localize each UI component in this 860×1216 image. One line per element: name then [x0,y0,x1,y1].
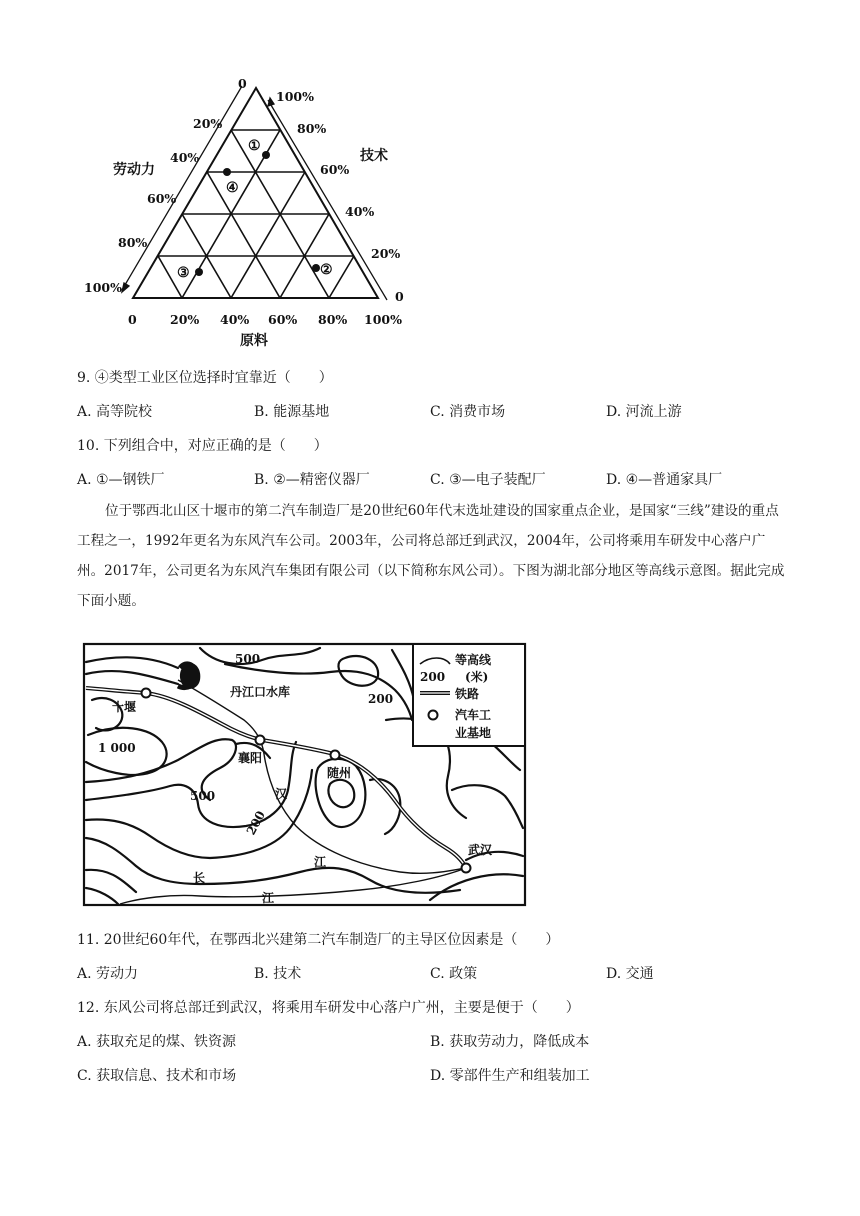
q11-option-c[interactable]: C. 政策 [430,966,478,982]
legend-base-symbol [429,711,438,720]
right-tick-40: 40% [345,204,375,219]
q9-option-c[interactable]: C. 消费市场 [430,404,506,420]
point-4-marker [223,168,231,176]
axis-label-labor: 劳动力 [113,162,155,178]
label-han-1: 汉 [275,787,288,801]
point-3-marker [195,268,203,276]
reservoir-shape [180,663,200,689]
base-shiyan-marker [142,689,151,698]
q10-option-c[interactable]: C. ③—电子装配厂 [430,472,546,488]
bottom-tick-100: 100% [364,312,402,327]
label-han-2: 江 [314,855,327,869]
axis-label-raw: 原料 [240,333,268,349]
left-tick-60: 60% [147,191,177,206]
base-wuhan-marker [462,864,471,873]
label-chang-1: 长 [193,871,206,885]
q9-option-a[interactable]: A. 高等院校 [77,404,153,420]
point-3-label: ③ [177,265,190,281]
q11-option-d[interactable]: D. 交通 [606,966,654,982]
legend-contour-label: 等高线 [455,653,492,667]
q12-option-d[interactable]: D. 零部件生产和组装加工 [430,1068,590,1084]
legend-contour-unit: (米) [465,670,489,684]
q9-option-b[interactable]: B. 能源基地 [254,404,330,420]
left-tick-100: 100% [84,280,122,295]
q11-option-a[interactable]: A. 劳动力 [77,966,139,982]
legend-base-label-1: 汽车工 [455,708,492,722]
contour-label-500-mid: 500 [190,789,216,803]
left-tick-20: 20% [193,116,223,131]
legend-base-label-2: 业基地 [455,726,492,740]
q11-option-b[interactable]: B. 技术 [254,966,302,982]
bottom-tick-60: 60% [268,312,298,327]
right-tick-20: 20% [371,246,401,261]
q10-option-a[interactable]: A. ①—钢铁厂 [77,472,165,488]
base-xiangyang-marker [256,736,265,745]
left-tick-40: 40% [170,150,200,165]
label-danjiangkou-reservoir: 丹江口水库 [230,685,291,699]
contour-label-1000: 1 000 [98,741,136,755]
point-2-label: ② [320,262,333,278]
q10-option-d[interactable]: D. ④—普通家具厂 [606,472,723,488]
left-tick-0: 0 [238,76,247,91]
reading-passage: 位于鄂西北山区十堰市的第二汽车制造厂是20世纪60年代末选址建设的国家重点企业，是国家“三线”建设的重点工程之一，1992年更名为东风汽车公司。2003年，公司将总部迁到武汉，2004年，公司将乘用车研发中心落户广州。2017年，公司更名为东风汽车集团有限公司（以下简称东风公司）。下图为湖北部分地区等高线示意图。据此完成下面小题。 [77,503,785,609]
right-tick-0: 0 [395,289,404,304]
label-wuhan: 武汉 [468,843,493,857]
q10-option-b[interactable]: B. ②—精密仪器厂 [254,472,370,488]
bottom-tick-80: 80% [318,312,348,327]
ternary-diagram [80,72,420,352]
q12-option-b[interactable]: B. 获取劳动力，降低成本 [430,1034,590,1050]
axis-label-tech: 技术 [360,148,388,164]
question-11-stem: 11. 20世纪60年代，在鄂西北兴建第二汽车制造厂的主导区位因素是（ ） [77,932,560,948]
label-suizhou: 随州 [327,766,352,780]
bottom-tick-0: 0 [128,312,137,327]
label-chang-2: 江 [262,891,275,905]
q12-option-c[interactable]: C. 获取信息、技术和市场 [77,1068,237,1084]
right-tick-60: 60% [320,162,350,177]
question-9-stem: 9. ④类型工业区位选择时宜靠近（ ） [77,370,333,386]
contour-label-200-right: 200 [368,692,394,706]
label-xiangyang: 襄阳 [238,751,263,765]
contour-label-200-mid: 200 [243,808,268,838]
label-shiyan: 十堰 [112,700,137,714]
q9-option-d[interactable]: D. 河流上游 [606,404,682,420]
point-1-label: ① [248,138,261,154]
base-suizhou-marker [331,751,340,760]
point-4-label: ④ [226,180,239,196]
legend-rail-label: 铁路 [455,687,480,701]
hubei-contour-map [80,640,530,910]
point-2-marker [312,264,320,272]
q12-option-a[interactable]: A. 获取充足的煤、铁资源 [77,1034,237,1050]
bottom-tick-40: 40% [220,312,250,327]
left-tick-80: 80% [118,235,148,250]
question-12-stem: 12. 东风公司将总部迁到武汉，将乘用车研发中心落户广州，主要是便于（ ） [77,1000,580,1016]
question-10-stem: 10. 下列组合中，对应正确的是（ ） [77,438,328,454]
bottom-tick-20: 20% [170,312,200,327]
legend-contour-value: 200 [420,670,446,684]
point-1-marker [262,151,270,159]
contour-label-500-top: 500 [235,652,261,666]
right-tick-100: 100% [276,89,314,104]
right-tick-80: 80% [297,121,327,136]
